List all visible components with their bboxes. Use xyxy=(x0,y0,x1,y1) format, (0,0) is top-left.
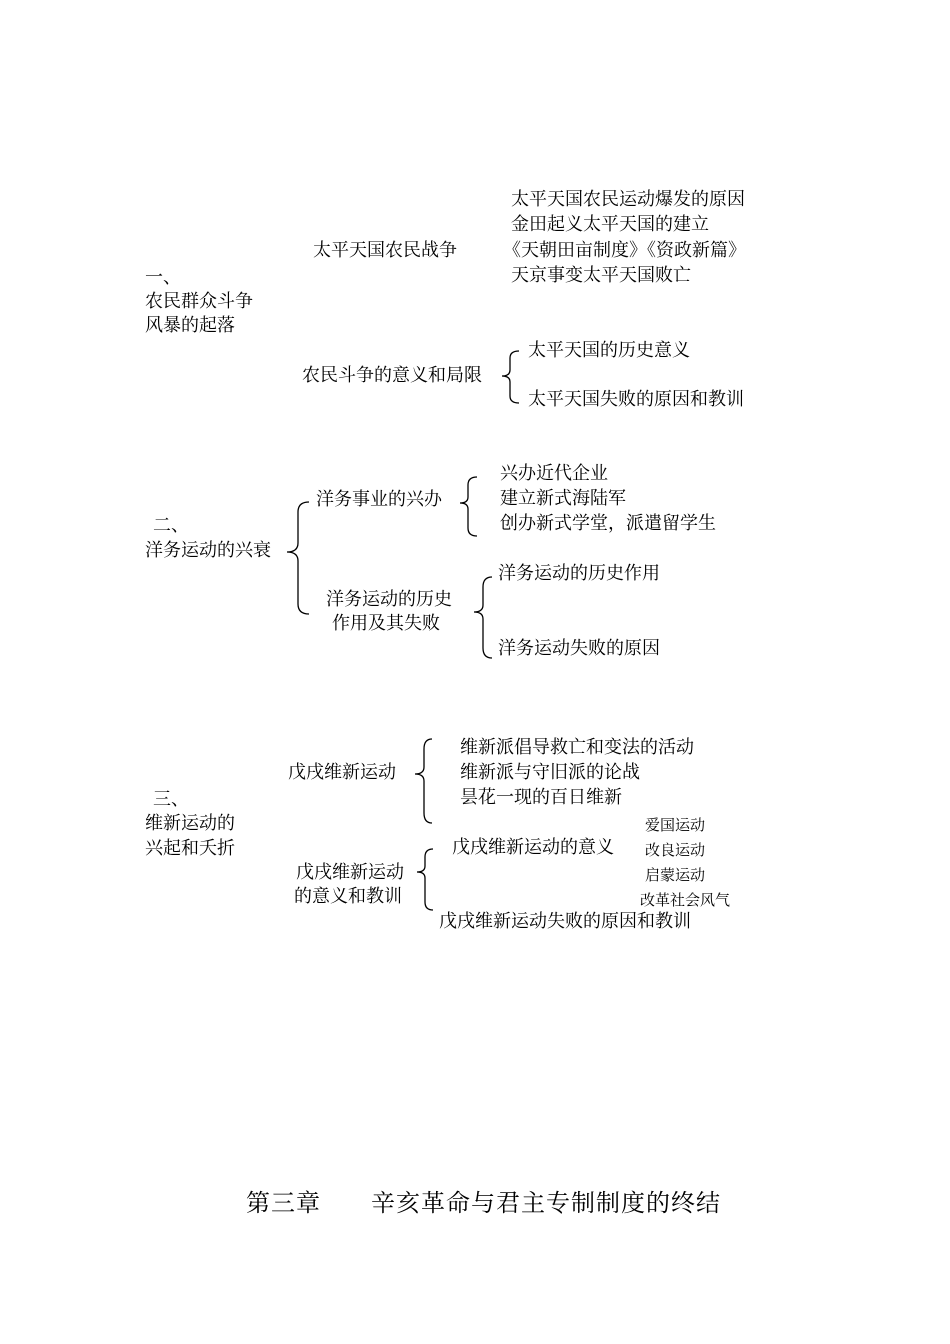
meaning-item-4: 改革社会风气 xyxy=(640,891,731,909)
chapter-title: 第三章 辛亥革命与君主专制制度的终结 xyxy=(246,1189,721,1217)
section3-heading-line1: 维新运动的 xyxy=(145,813,235,834)
section1-heading-number: 一、 xyxy=(145,267,181,288)
reform-label: 戊戌维新运动 xyxy=(288,762,396,783)
role-label-line2: 作用及其失败 xyxy=(332,613,440,634)
meaning-item-3: 启蒙运动 xyxy=(645,866,706,884)
section1-heading-line1: 农民群众斗争 xyxy=(145,291,253,312)
lessons-brace xyxy=(417,849,433,910)
reform-brace xyxy=(415,739,432,823)
role-item-2: 洋务运动失败的原因 xyxy=(498,638,660,659)
role-item-1: 洋务运动的历史作用 xyxy=(498,563,660,584)
enterprise-brace xyxy=(460,477,477,536)
significance-item-1: 太平天国的历史意义 xyxy=(528,340,690,361)
significance-item-2: 太平天国失败的原因和教训 xyxy=(528,389,744,410)
failure-label: 戊戌维新运动失败的原因和教训 xyxy=(439,911,691,932)
section2-heading-line1: 洋务运动的兴衰 xyxy=(145,540,271,561)
reform-item-1: 维新派倡导救亡和变法的活动 xyxy=(460,737,694,758)
section2-main-brace xyxy=(287,502,309,614)
reform-item-3: 昙花一现的百日维新 xyxy=(460,787,622,808)
section2-heading-number: 二、 xyxy=(153,515,189,536)
section3-heading-line2: 兴起和夭折 xyxy=(145,838,235,859)
enterprise-label: 洋务事业的兴办 xyxy=(316,489,442,510)
section3-heading-number: 三、 xyxy=(153,789,189,810)
section1-heading-line2: 风暴的起落 xyxy=(145,315,235,336)
role-label-line1: 洋务运动的历史 xyxy=(326,589,452,610)
reform-item-2: 维新派与守旧派的论战 xyxy=(460,762,640,783)
taiping-item-3: 《天朝田亩制度》《资政新篇》 xyxy=(503,240,746,261)
taiping-item-4: 天京事变太平天国败亡 xyxy=(511,265,691,286)
taiping-war-label: 太平天国农民战争 xyxy=(313,240,457,261)
meaning-item-2: 改良运动 xyxy=(645,841,706,859)
enterprise-item-2: 建立新式海陆军 xyxy=(500,488,626,509)
meaning-item-1: 爱国运动 xyxy=(645,816,706,834)
enterprise-item-3: 创办新式学堂，派遣留学生 xyxy=(500,513,716,534)
lessons-label-line1: 戊戌维新运动 xyxy=(296,862,404,883)
taiping-item-2: 金田起义太平天国的建立 xyxy=(511,214,709,235)
peasant-significance-label: 农民斗争的意义和局限 xyxy=(302,365,482,386)
enterprise-item-1: 兴办近代企业 xyxy=(500,463,608,484)
lessons-label-line2: 的意义和教训 xyxy=(294,886,402,907)
significance-brace xyxy=(502,351,519,403)
role-brace xyxy=(474,577,492,658)
meaning-label: 戊戌维新运动的意义 xyxy=(452,837,614,858)
taiping-item-1: 太平天国农民运动爆发的原因 xyxy=(511,189,745,210)
